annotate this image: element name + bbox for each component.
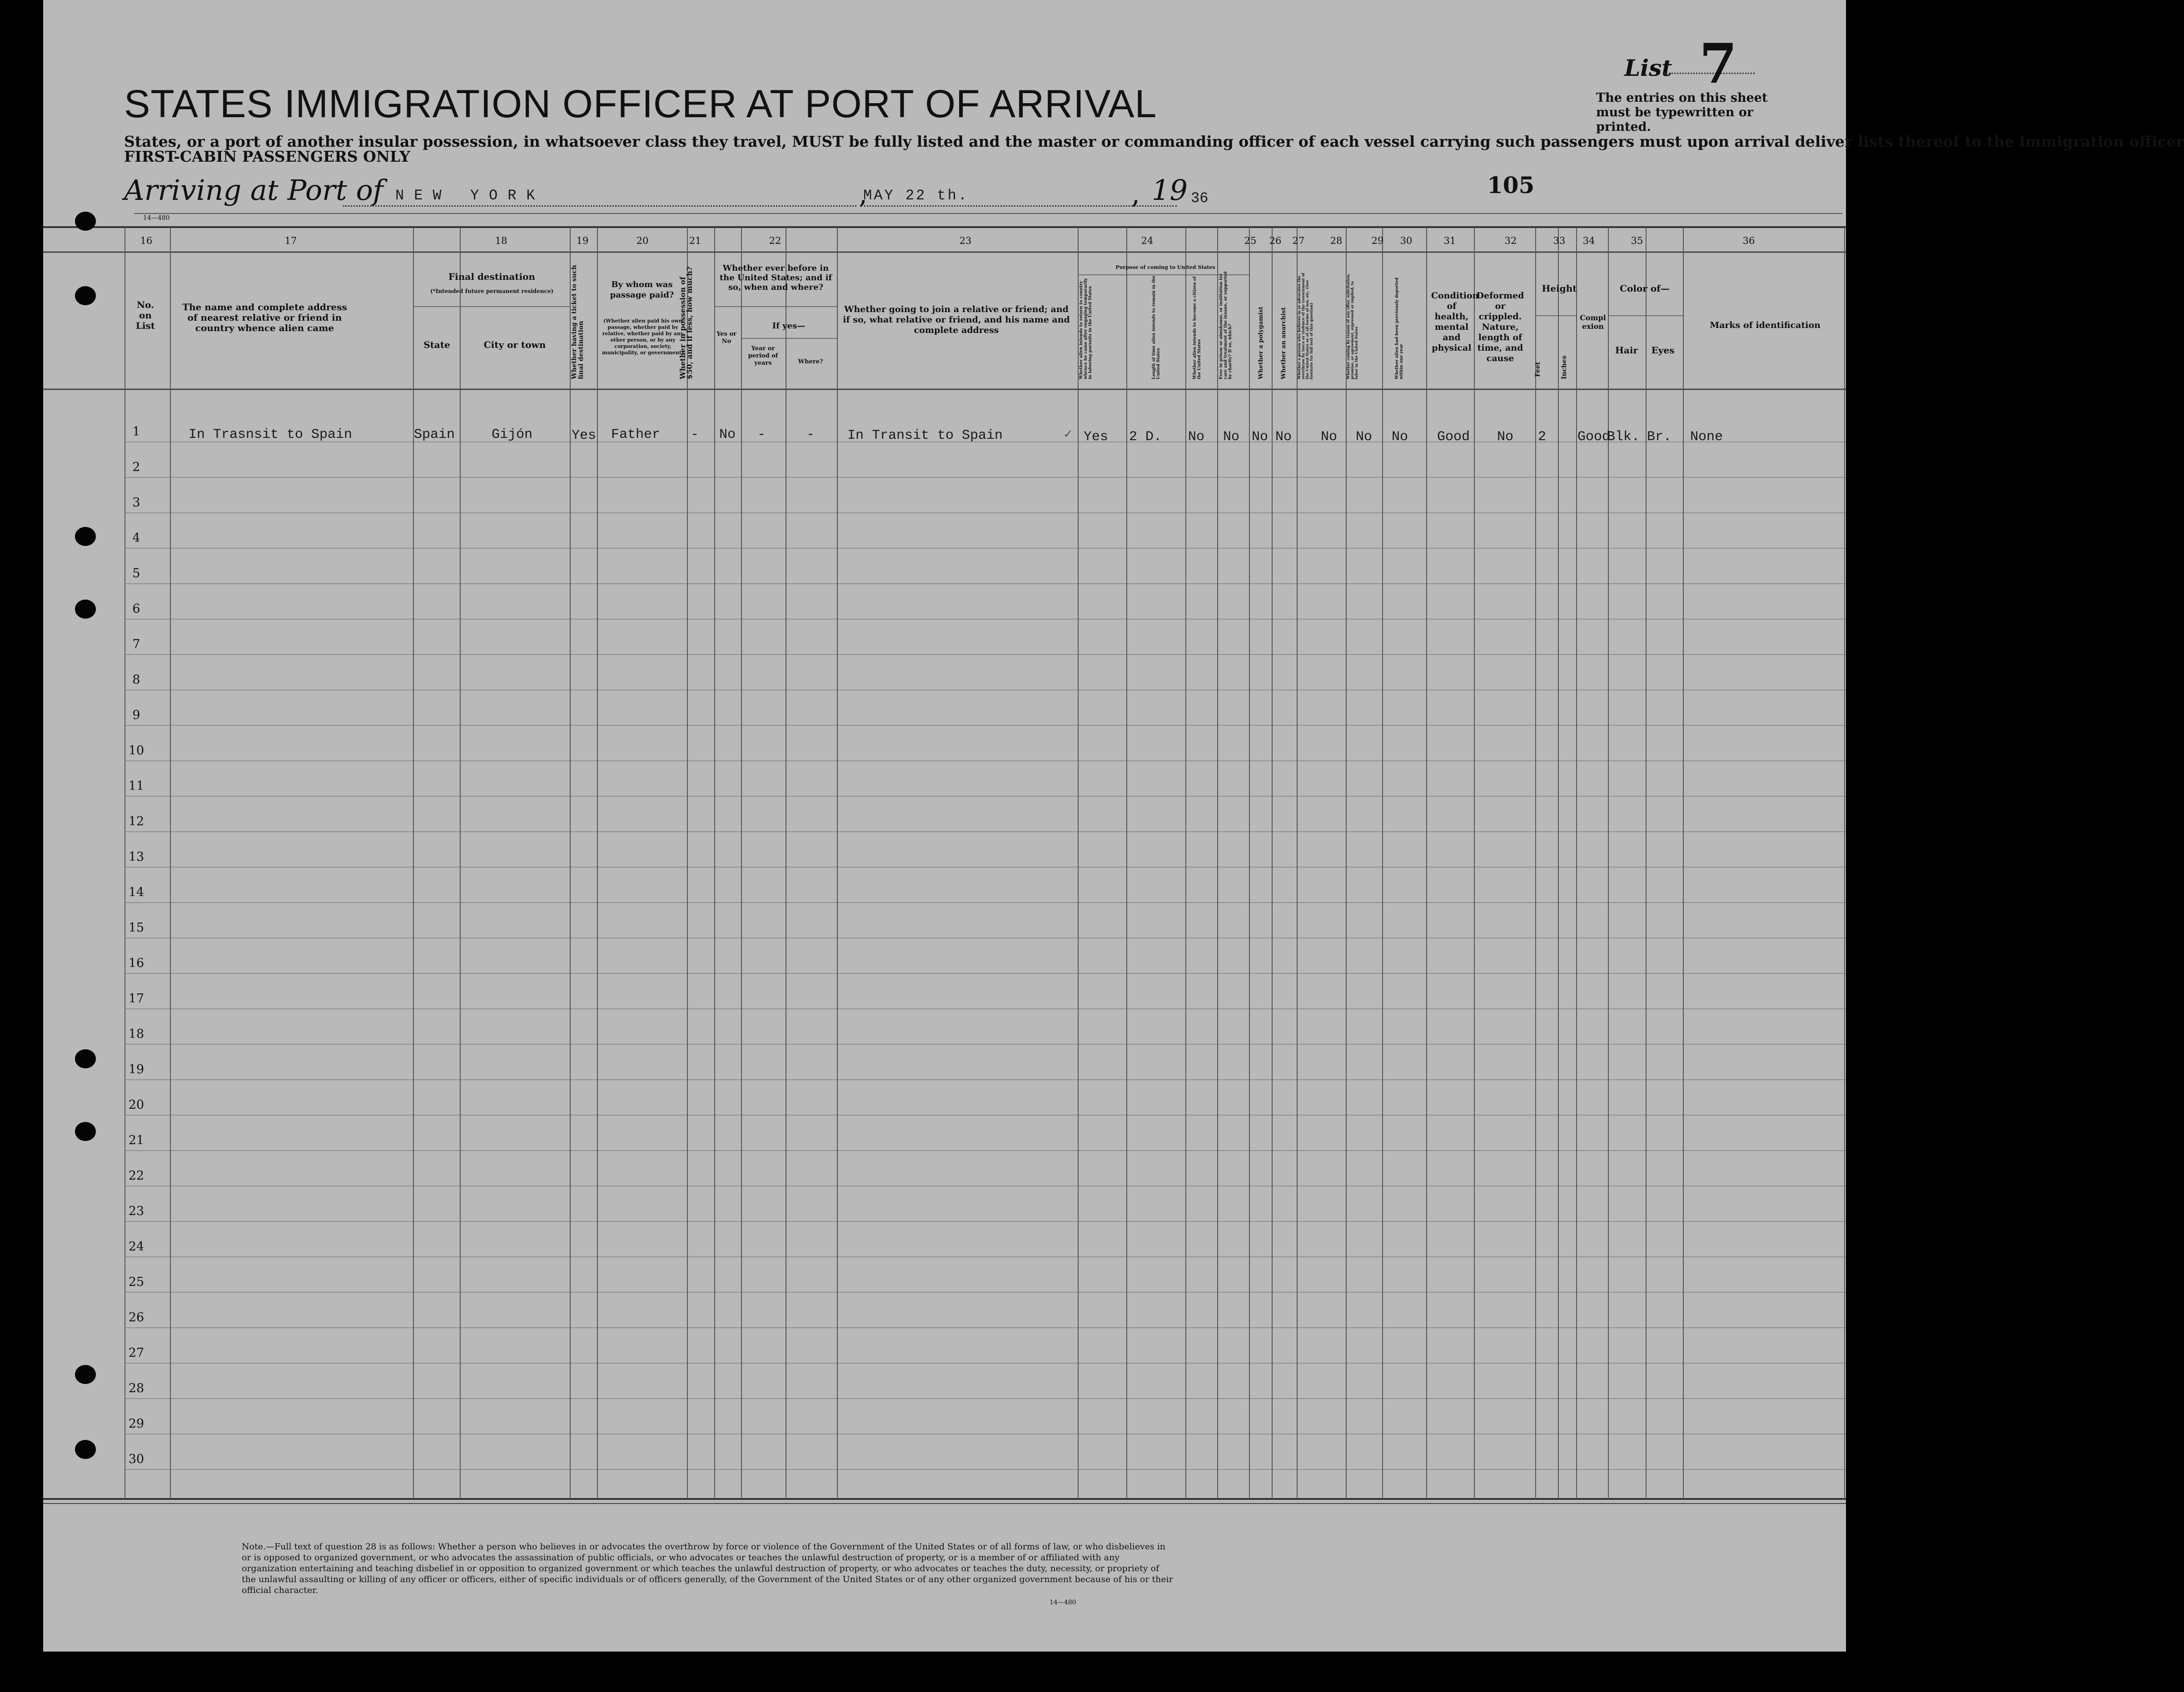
- cell-before-years: -: [757, 427, 766, 442]
- row-number: 24: [128, 1240, 144, 1254]
- header-yes-no: Yes or No: [716, 331, 736, 345]
- footnote-form-number: 14—480: [1050, 1599, 1076, 1606]
- punch-hole: [75, 600, 96, 619]
- row-number: 9: [132, 708, 140, 722]
- row-number: 17: [128, 992, 144, 1006]
- header-passage-paid: By whom was passage paid?: [610, 280, 674, 300]
- header-state: State: [423, 339, 450, 350]
- col-number: 32: [1504, 235, 1517, 246]
- cell-passage-paid: Father: [611, 427, 661, 442]
- row-number: 10: [128, 744, 144, 758]
- comma: ,: [859, 178, 868, 210]
- cell-labor-offer: No: [1356, 429, 1373, 445]
- cell-return-intent: Yes: [1084, 429, 1109, 445]
- cell-complexion: Good: [1577, 429, 1611, 445]
- header-hair: Hair: [1615, 345, 1638, 356]
- punch-hole: [75, 1122, 96, 1141]
- row-number: 30: [128, 1452, 144, 1466]
- cell-before-where: -: [806, 427, 815, 442]
- header-return-intent: Whether alien intends to return to country whence he came after engaging temporarily in laboring pursuits in the United States: [1079, 278, 1093, 379]
- manifest-sheet: [43, 0, 2184, 1652]
- instruction-line: States, or a port of another insular possession, in whatsoever class they travel, MUST be fully listed and the master or commanding officer of each vessel carrying such passengers must upon arrival deliver lists thereof to the immigration officer: [124, 133, 2184, 150]
- punch-hole: [75, 527, 96, 546]
- header-overthrow: Whether a person who believes in or advocates the overthrow by force or violence of the Government of the United States or of all forms of law, etc. (See footnote for full text of this question): [1297, 273, 1313, 379]
- header-no-on-list: No. on List: [135, 299, 155, 331]
- year-value: 36: [1191, 190, 1209, 207]
- table-grid: [43, 0, 1846, 1652]
- row-number: 15: [128, 921, 144, 935]
- row-number: 19: [128, 1062, 144, 1077]
- header-feet: Feet: [1534, 362, 1542, 377]
- list-number: 7: [1699, 32, 1737, 96]
- header-years: Year or period of years: [748, 345, 778, 367]
- punch-hole: [75, 1365, 96, 1384]
- footnote-text: Note.—Full text of question 28 is as follows: Whether a person who believes in or advocates the overthrow by force or violence of the Government of the United States or of all forms of law, or who disbelieves in or is opposed to organized government, or who advocates the assassination of public officials, or who advocates or teaches the unlawful destruction of property, or is a member of or affiliated with any organization entertaining and teaching disbelief in or opposition to organized government or which teaches the unlawful destruction of property, or who advocates or teaches the duty, necessity, or propriety of the unlawful assaulting or killing of any officer or officers, either of specific individuals or of officers generally, of the Government of the United States or of any other organized government because of his or their official character.: [242, 1542, 1173, 1595]
- punch-hole: [75, 1049, 96, 1068]
- row-number: 7: [132, 637, 140, 651]
- header-color: Color of—: [1620, 283, 1670, 294]
- row-number: 16: [128, 956, 144, 970]
- header-complexion: Complexion: [1580, 313, 1606, 331]
- row-number: 12: [128, 814, 144, 829]
- cell-prison: No: [1223, 429, 1240, 445]
- header-before-us: Whether ever before in the United States; and if so, when and where?: [719, 263, 832, 292]
- date-dotline: [861, 205, 1177, 207]
- row-number: 3: [132, 496, 140, 510]
- col-number: 27: [1292, 235, 1305, 246]
- col-number: 16: [140, 235, 153, 246]
- col-number: 26: [1269, 235, 1282, 246]
- cell-deformed: No: [1497, 429, 1514, 445]
- list-label: List: [1624, 55, 1672, 81]
- col-number: 28: [1330, 235, 1343, 246]
- cell-health: Good: [1437, 429, 1470, 445]
- entries-note: The entries on this sheet must be typewritten or printed.: [1596, 91, 1768, 134]
- cell-length-stay: 2 D.: [1129, 429, 1162, 445]
- check-mark: ✓: [1063, 427, 1073, 441]
- header-height: Height: [1542, 283, 1577, 294]
- arriving-label: Arriving at Port of: [124, 174, 383, 207]
- punch-hole: [75, 286, 96, 305]
- row-number: 25: [128, 1275, 144, 1289]
- row-number: 18: [128, 1027, 144, 1041]
- port-dotline: [343, 205, 856, 207]
- comma: ,: [1131, 178, 1140, 210]
- cell-anarchist: No: [1275, 429, 1292, 445]
- col-number: 31: [1443, 235, 1456, 246]
- header-if-yes: If yes—: [772, 321, 806, 331]
- cell-relative-abroad: In Trasnsit to Spain: [189, 427, 353, 442]
- col-number: 24: [1141, 235, 1154, 246]
- punch-hole: [75, 212, 96, 231]
- form-number: 14—480: [143, 214, 170, 222]
- col-number: 21: [689, 235, 701, 246]
- row-number: 8: [132, 673, 140, 687]
- header-citizen-intent: Whether alien intends to become a citizen of the United States: [1193, 276, 1202, 379]
- header-passage-note: (Whether alien paid his own passage, whether paid by relative, whether paid by any other person, or by any corporation, society, municipality, or government): [602, 318, 684, 356]
- header-eyes: Eyes: [1651, 345, 1675, 356]
- row-number: 26: [128, 1310, 144, 1325]
- row-number: 5: [132, 566, 140, 581]
- header-purpose: Purpose of coming to United States: [1115, 264, 1215, 270]
- header-anarchist: Whether an anarchist: [1280, 307, 1287, 379]
- row-number: 6: [132, 602, 140, 616]
- col-number: 19: [576, 235, 589, 246]
- header-length-stay: Length of time alien intends to remain in the United States: [1152, 275, 1161, 379]
- page-title: STATES IMMIGRATION OFFICER AT PORT OF ARRIVAL: [124, 82, 1157, 126]
- cell-ticket: Yes: [572, 428, 597, 443]
- col-number: 23: [959, 235, 972, 246]
- cell-eyes: Br.: [1647, 429, 1672, 445]
- col-number: 35: [1631, 235, 1643, 246]
- row-number: 1: [132, 425, 140, 439]
- header-inches: Inches: [1561, 355, 1568, 379]
- col-number: 22: [769, 235, 781, 246]
- cell-city: Gijón: [492, 427, 533, 442]
- row-number: 29: [128, 1417, 144, 1431]
- header-money: Whether in possession of $50, and if less, how much?: [678, 266, 694, 379]
- cell-before-us: No: [719, 427, 736, 442]
- row-number: 2: [132, 460, 140, 474]
- cell-citizen-intent: No: [1188, 429, 1205, 445]
- header-labor-offer: Whether coming by reason of any offer, solicitation, promise, or agreement, expressed or implied, to labor in the United States: [1346, 273, 1358, 379]
- col-number: 17: [284, 235, 297, 246]
- page-number: 105: [1487, 172, 1535, 198]
- row-number: 23: [128, 1204, 144, 1218]
- cell-height-feet: 2: [1538, 429, 1547, 445]
- header-polygamist: Whether a polygamist: [1258, 306, 1264, 379]
- header-deported: Whether alien had been previously deported within one year: [1395, 277, 1404, 379]
- date-value: MAY 22 th.: [863, 187, 969, 204]
- col-number: 30: [1400, 235, 1413, 246]
- cell-hair: Blk.: [1607, 429, 1640, 445]
- cell-joining: In Transit to Spain: [847, 428, 1003, 443]
- header-final-destination: Final destination: [448, 271, 535, 282]
- cell-state: Spain: [414, 427, 455, 442]
- row-number: 4: [132, 531, 140, 545]
- col-number: 34: [1582, 235, 1595, 246]
- row-number: 11: [128, 779, 144, 793]
- cell-marks: None: [1690, 429, 1723, 445]
- cell-overthrow: No: [1321, 429, 1338, 445]
- col-number: 29: [1371, 235, 1384, 246]
- header-where: Where?: [798, 358, 823, 365]
- header-ticket: Whether having a ticket to such final destination: [571, 265, 585, 379]
- header-final-destination-note: (*Intended future permanent residence): [430, 288, 554, 294]
- port-value: NEW YORK: [395, 187, 545, 204]
- header-deformed: Deformed or crippled. Nature, length of time, and cause: [1476, 291, 1524, 363]
- col-number: 33: [1553, 235, 1566, 246]
- punch-hole: [75, 1440, 96, 1459]
- row-number: 20: [128, 1098, 144, 1112]
- row-number: 28: [128, 1381, 144, 1395]
- col-number: 18: [495, 235, 507, 246]
- cell-polygamist: No: [1252, 429, 1269, 445]
- header-relative-abroad: The name and complete address of nearest relative or friend in country whence alien came: [182, 302, 347, 333]
- col-number: 36: [1742, 235, 1755, 246]
- header-health: Condition of health, mental and physical: [1431, 291, 1479, 353]
- row-number: 27: [128, 1346, 144, 1360]
- col-number: 20: [636, 235, 649, 246]
- header-marks: Marks of identification: [1710, 320, 1821, 330]
- header-prison: Ever in prison or almshouse, or institution for care and treatment of the insane, or supported by charity? If so, which?: [1219, 271, 1233, 379]
- row-number: 14: [128, 885, 144, 899]
- year-prefix: 19: [1152, 174, 1188, 207]
- class-line: FIRST-CABIN PASSENGERS ONLY: [124, 148, 410, 165]
- row-number: 21: [128, 1133, 144, 1147]
- cell-money: -: [691, 427, 699, 442]
- row-number: 22: [128, 1169, 144, 1183]
- cell-deported: No: [1392, 429, 1408, 445]
- col-number: 25: [1244, 235, 1257, 246]
- header-joining: Whether going to join a relative or friend; and if so, what relative or friend, and his name and complete address: [843, 304, 1070, 335]
- header-city: City or town: [483, 339, 546, 350]
- row-number: 13: [128, 850, 144, 864]
